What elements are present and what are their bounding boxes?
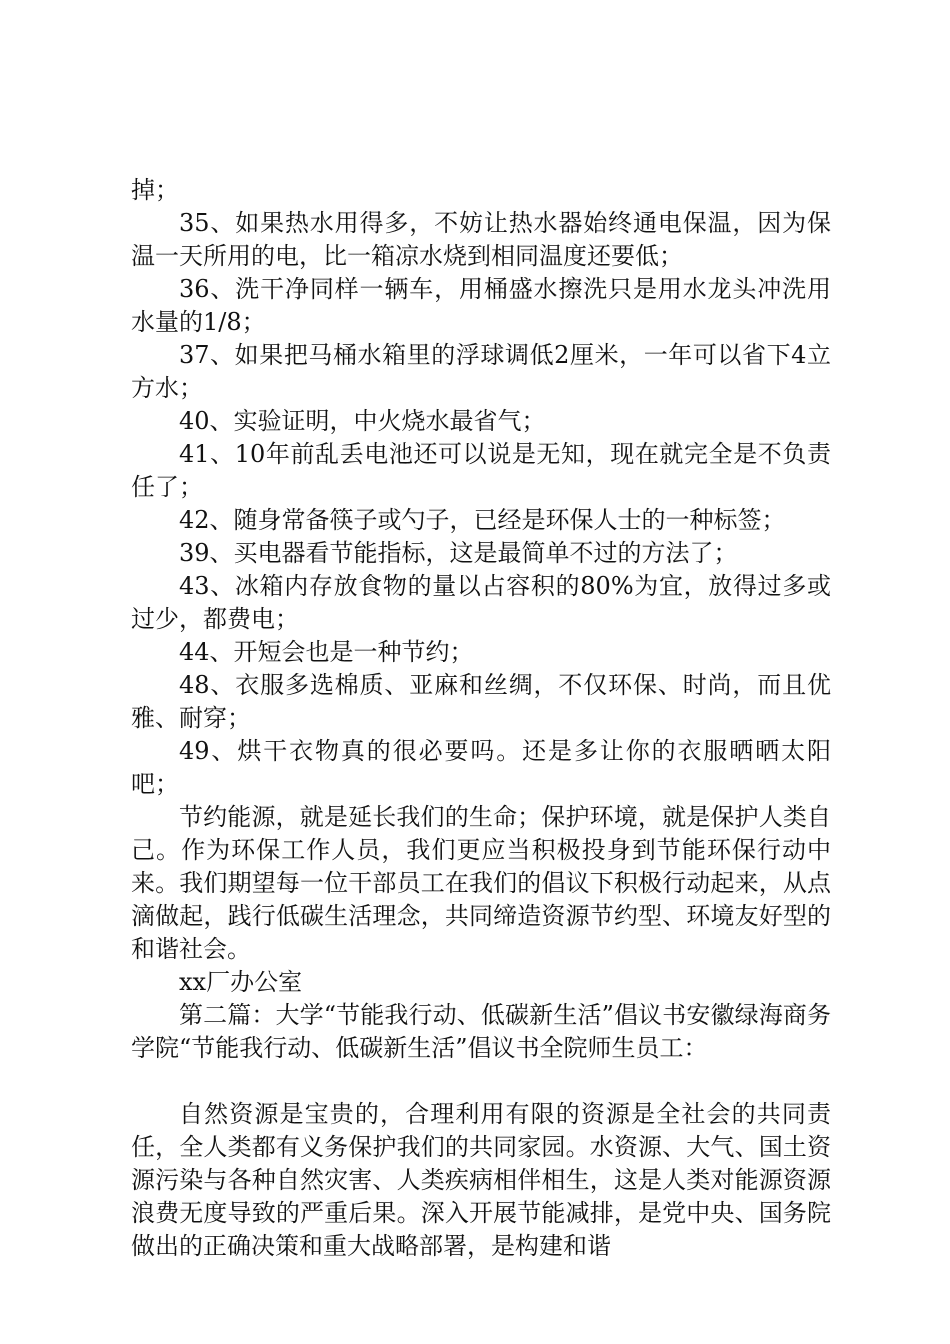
section-heading-part-two: 第二篇：大学“节能我行动、低碳新生活”倡议书安徽绿海商务学院“节能我行动、低碳新生活”倡议书全院师生员工：: [131, 1001, 831, 1062]
paragraph-conclusion: 节约能源，就是延长我们的生命；保护环境，就是保护人类自己。作为环保工作人员，我们更应当积极投身到节能环保行动中来。我们期望每一位干部员工在我们的倡议下积极行动起来，从点滴做起，践行低碳生活理念，共同缔造资源节约型、环境友好型的和谐社会。: [131, 803, 831, 963]
paragraph-item-40: 40、实验证明，中火烧水最省气；: [179, 407, 546, 435]
paragraph-continuation: 掉；: [131, 176, 179, 204]
paragraph-item-48: 48、衣服多选棉质、亚麻和丝绸，不仅环保、时尚，而且优雅、耐穿；: [131, 671, 831, 732]
paragraph-item-39: 39、买电器看节能指标，这是最简单不过的方法了；: [179, 539, 738, 567]
paragraph-part-two-intro: 自然资源是宝贵的，合理利用有限的资源是全社会的共同责任，全人类都有义务保护我们的共同家园。水资源、大气、国土资源污染与各种自然灾害、人类疾病相伴相生，这是人类对能源资源浪费无度导致的严重后果。深入开展节能减排，是党中央、国务院做出的正确决策和重大战略部署，是构建和谐: [131, 1100, 831, 1260]
paragraph-item-37: 37、如果把马桶水箱里的浮球调低2厘米，一年可以省下4立方水；: [131, 341, 831, 402]
paragraph-item-49: 49、烘干衣物真的很必要吗。还是多让你的衣服晒晒太阳吧；: [131, 737, 831, 798]
paragraph-item-36: 36、洗干净同样一辆车，用桶盛水擦洗只是用水龙头冲洗用水量的1/8；: [131, 275, 831, 336]
paragraph-item-42: 42、随身常备筷子或勺子，已经是环保人士的一种标签；: [179, 506, 786, 534]
paragraph-item-43: 43、冰箱内存放食物的量以占容积的80%为宜，放得过多或过少，都费电；: [131, 572, 831, 633]
paragraph-item-41: 41、10年前乱丢电池还可以说是无知，现在就完全是不负责任了；: [131, 440, 831, 501]
paragraph-item-44: 44、开短会也是一种节约；: [179, 638, 474, 666]
signature-office: xx厂办公室: [179, 968, 303, 996]
paragraph-item-35: 35、如果热水用得多，不妨让热水器始终通电保温，因为保温一天所用的电，比一箱凉水烧到相同温度还要低；: [131, 209, 831, 270]
document-body: [131, 174, 831, 1263]
